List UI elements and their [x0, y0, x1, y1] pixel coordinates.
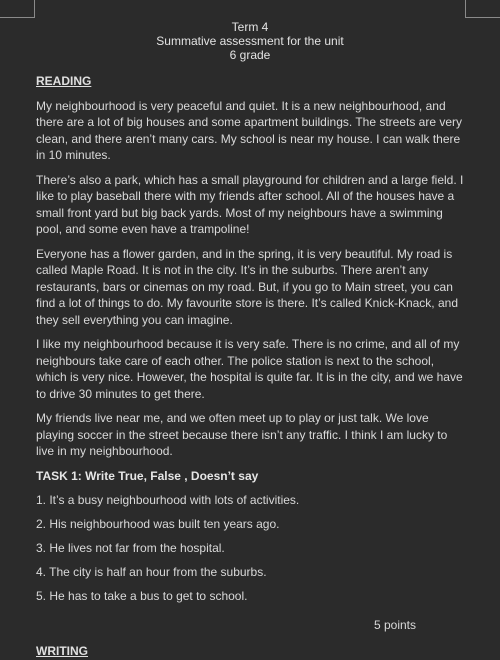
task1-question-4: 4. The city is half an hour from the suburbs. [36, 565, 267, 579]
task1-question-3: 3. He lives not far from the hospital. [36, 541, 225, 555]
crop-mark-top-left [0, 0, 35, 18]
header-title: Summative assessment for the unit [156, 34, 344, 48]
task1-points: 5 points [373, 617, 416, 632]
writing-heading: WRITING [36, 644, 88, 658]
reading-paragraph-2: There’s also a park, which has a small playground for children and a large field. I like to play baseball there with my friends after school. All of the houses have a small front yard but big back yards. Most of my neighbours have a swimming pool, and some even have a trampoline! [36, 172, 464, 236]
crop-mark-top-right-horizontal [466, 17, 500, 18]
document-body [36, 73, 468, 660]
document-header [0, 20, 500, 62]
task1-question-2: 2. His neighbourhood was built ten years ago. [36, 517, 280, 531]
reading-paragraph-3: Everyone has a flower garden, and in the spring, it is very beautiful. My road is called Maple Road. It is not in the city. It’s in the suburbs. There aren’t any restaurants, bars or cinemas on my road. But, if you go to Main street, you can find a lot of things to do. My favourite store is there. It’s called Knick-Knack, and they sell everything you can imagine. [36, 246, 458, 327]
reading-paragraph-1: My neighbourhood is very peaceful and quiet. It is a new neighbourhood, and there are a lot of big houses and some apartment buildings. The streets are very clean, and there aren’t many cars. My school is near my house. I can walk there in 10 minutes. [36, 98, 463, 162]
task1-question-1: 1. It’s a busy neighbourhood with lots of activities. [36, 493, 300, 507]
reading-heading: READING [36, 74, 92, 88]
crop-mark-top-left-horizontal [0, 17, 34, 18]
reading-paragraph-5: My friends live near me, and we often meet up to play or just talk. We love playing soccer in the street because there isn’t any traffic. I think I am lucky to live in my neighbourhood. [36, 411, 448, 458]
task1-question-5: 5. He has to take a bus to get to school. [36, 589, 248, 603]
header-grade: 6 grade [229, 48, 271, 62]
task1-title: TASK 1: Write True, False , Doesn’t say [36, 468, 259, 483]
reading-paragraph-4: I like my neighbourhood because it is very safe. There is no crime, and all of my neighbours take care of each other. The police station is next to the school, which is very nice. However, the hospital is quite far. It is in the city, and we have to drive 30 minutes to get there. [36, 337, 463, 401]
crop-mark-top-right [465, 0, 500, 18]
header-term: Term 4 [231, 20, 269, 34]
